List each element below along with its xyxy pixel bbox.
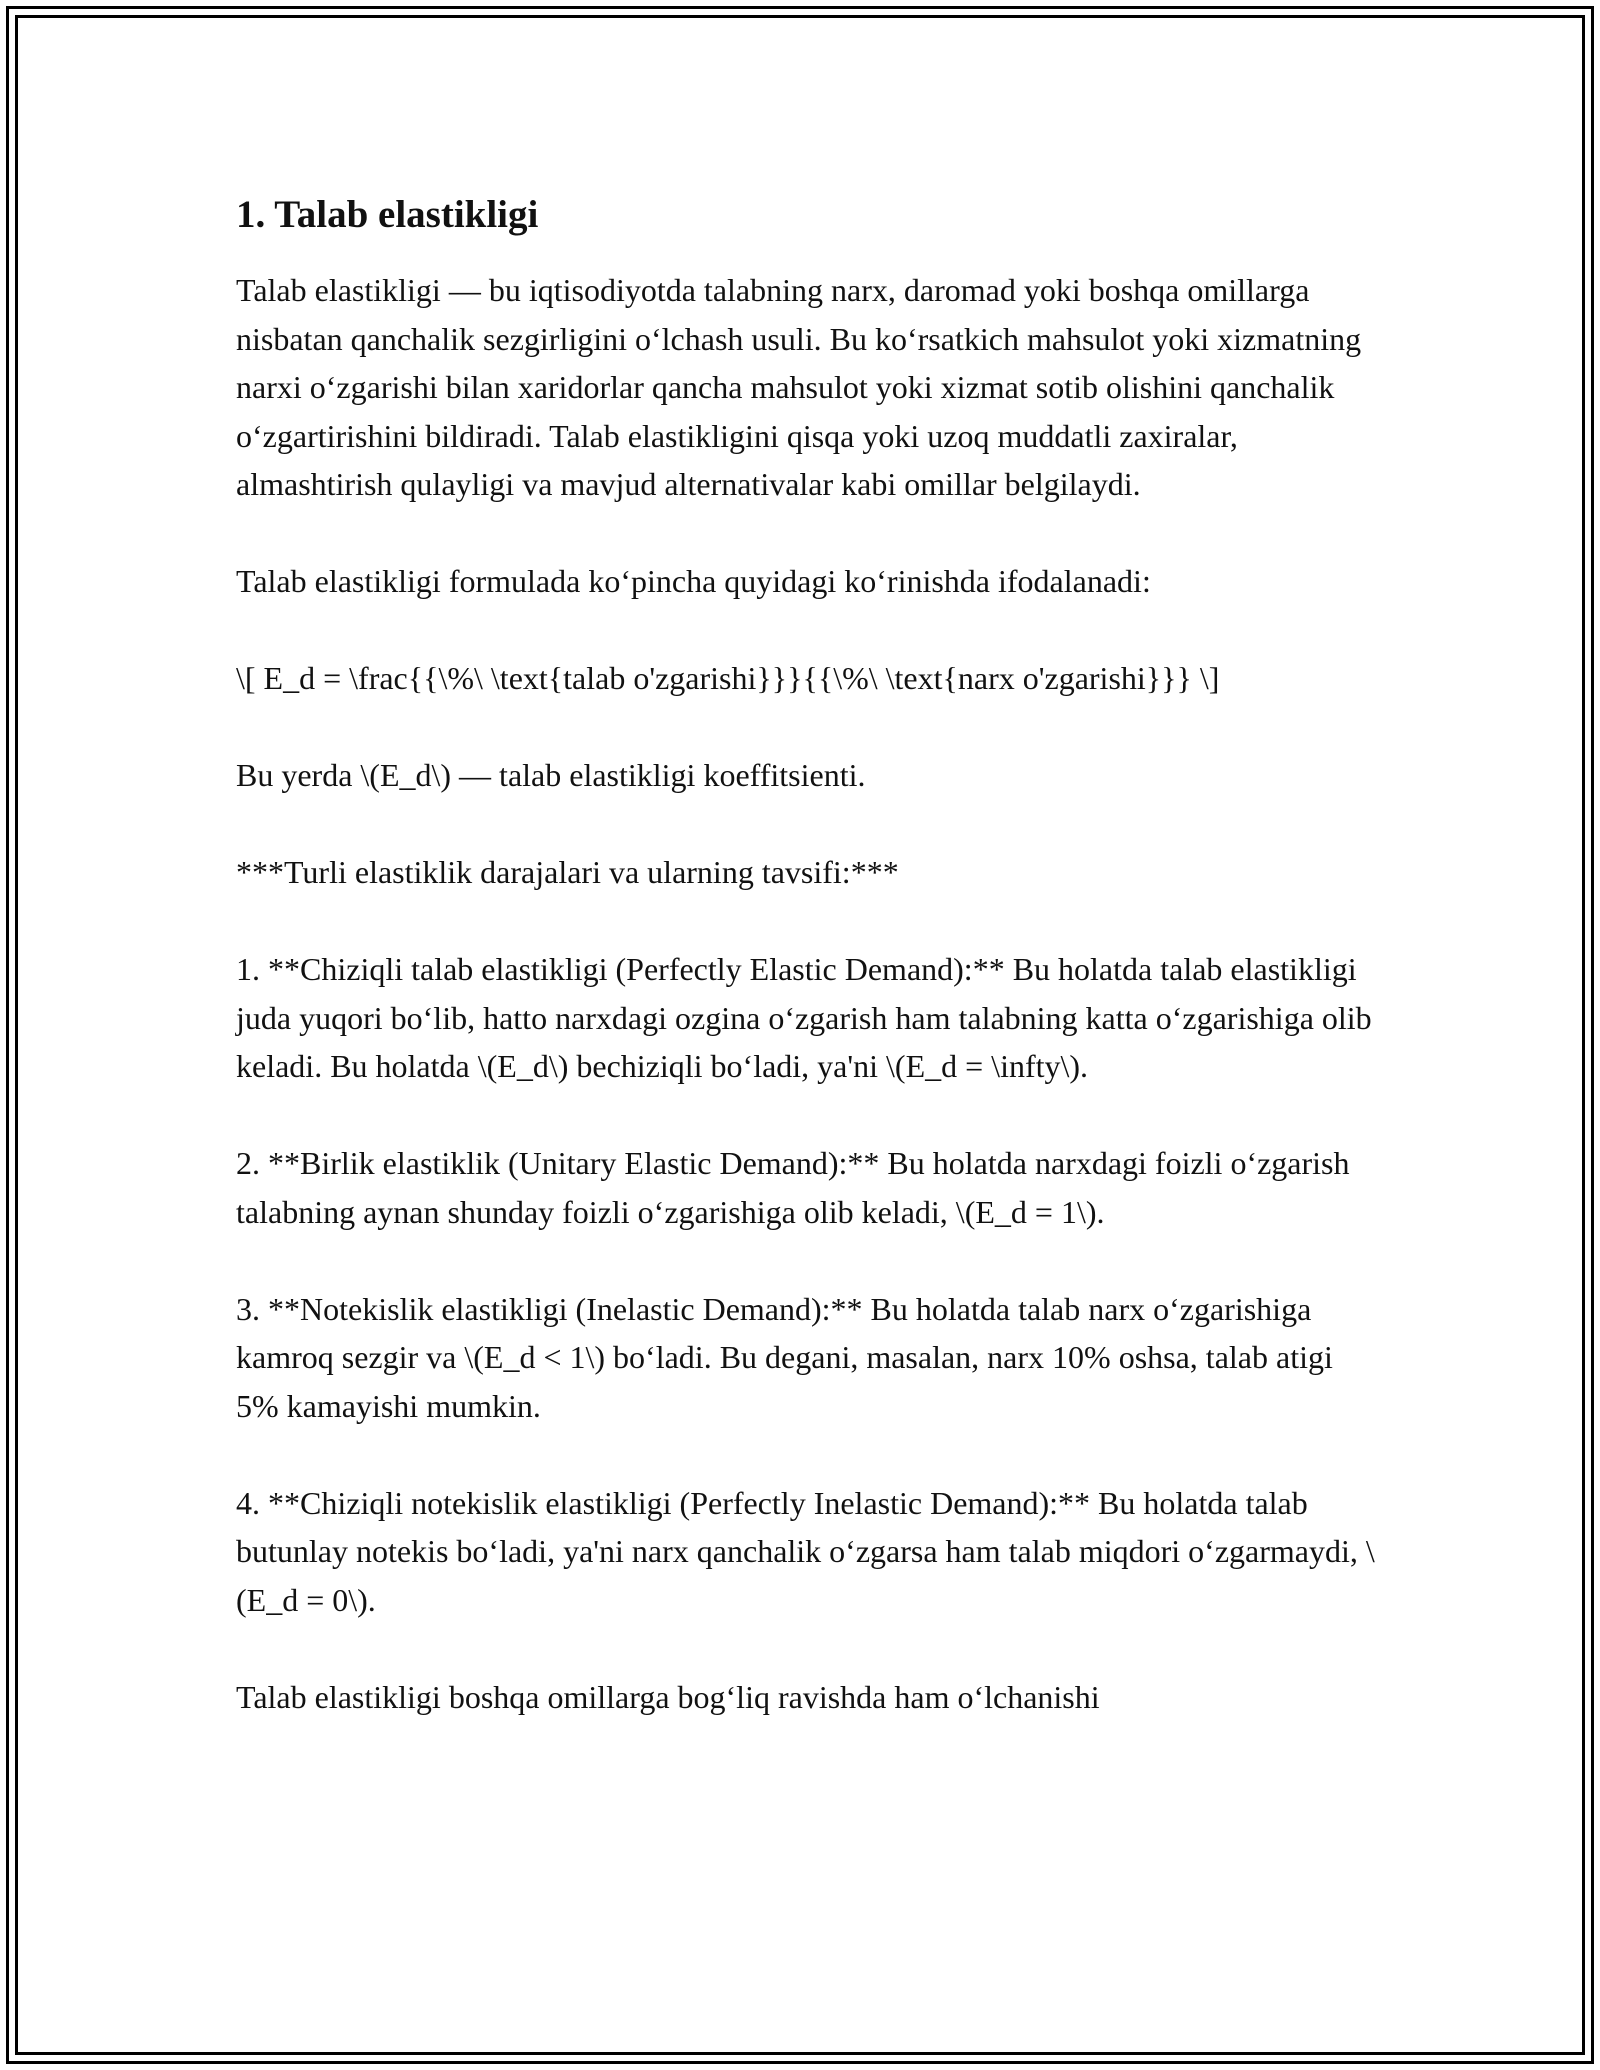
list-item-inelastic: 3. **Notekislik elastikligi (Inelastic Demand):** Bu holatda talab narx oʻzgarishiga kamroq sezgir va \(E_d < 1\) boʻladi. Bu degani, masalan, narx 10% oshsa, talab atigi 5% kamayishi mumkin. (236, 1290, 1333, 1424)
paragraph-formula: \[ E_d = \frac{{\%\ \text{talab o'zgarishi}}}{{\%\ \text{narx o'zgarishi}}} \] (236, 660, 1220, 696)
list-item-perfectly-elastic: 1. **Chiziqli talab elastikligi (Perfectly Elastic Demand):** Bu holatda talab elastikligi juda yuqori boʻlib, hatto narxdagi ozgina oʻzgarish ham talabning katta oʻzgarishiga olib keladi. Bu holatda \(E_d\) bechiziqli boʻladi, ya'ni \(E_d = \infty\). (236, 951, 1372, 1084)
paragraph-closing: Talab elastikligi boshqa omillarga bogʻliq ravishda ham oʻlchanishi (236, 1678, 1100, 1715)
document-body (236, 186, 1376, 1721)
list-item-unitary-elastic: 2. **Birlik elastiklik (Unitary Elastic Demand):** Bu holatda narxdagi foizli oʻzgarish talabning aynan shunday foizli oʻzgarishiga olib keladi, \(E_d = 1\). (236, 1145, 1350, 1230)
section-heading: 1. Talab elastikligi (236, 193, 539, 236)
paragraph-subheading: ***Turli elastiklik darajalari va ularning tavsifi:*** (236, 854, 899, 890)
paragraph-formula-explanation: Bu yerda \(E_d\) — talab elastikligi koeffitsienti. (236, 757, 866, 793)
paragraph-formula-intro: Talab elastikligi formulada koʻpincha quyidagi koʻrinishda ifodalanadi: (236, 563, 1151, 599)
list-item-perfectly-inelastic: 4. **Chiziqli notekislik elastikligi (Perfectly Inelastic Demand):** Bu holatda talab butunlay notekis boʻladi, ya'ni narx qanchalik oʻzgarsa ham talab miqdori oʻzgarmaydi, \(E_d = 0\). (236, 1484, 1375, 1618)
paragraph-definition: Talab elastikligi — bu iqtisodiyotda talabning narx, daromad yoki boshqa omillarga nisbatan qanchalik sezgirligini oʻlchash usuli. Bu koʻrsatkich mahsulot yoki xizmatning narxi oʻzgarishi bilan xaridorlar qancha mahsulot yoki xizmat sotib olishini qanchalik oʻzgartirishini bildiradi. Talab elastikligini qisqa yoki uzoq muddatli zaxiralar, almashtirish qulayligi va mavjud alternativalar kabi omillar belgilaydi. (236, 272, 1362, 502)
